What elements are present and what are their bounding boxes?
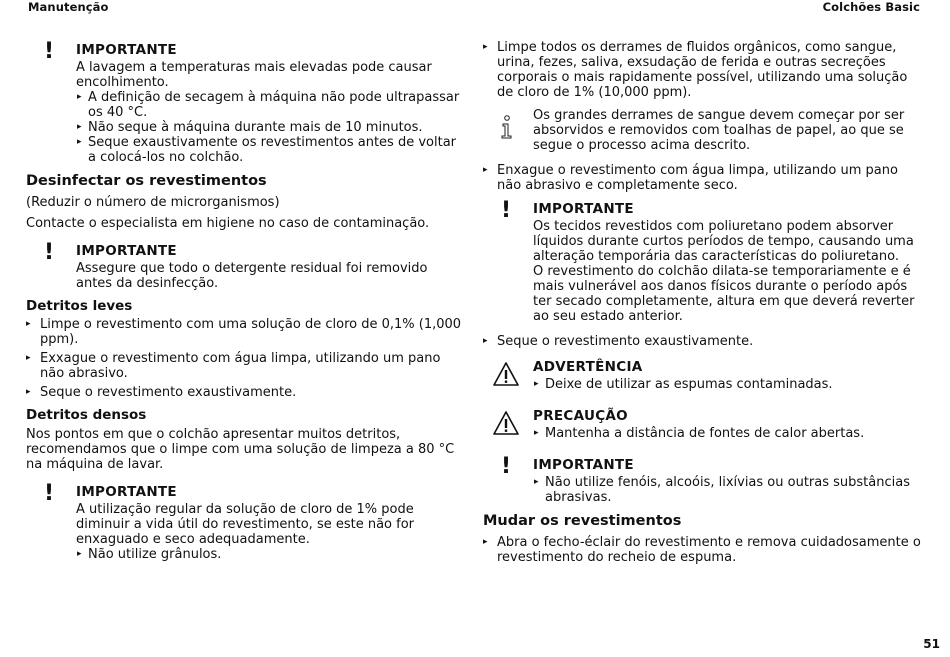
callout-text: Os tecidos revestidos com poliuretano podem absorver líquidos durante curtos períodos de tempo, causando uma alteração temporária das características do poliuretano.	[533, 219, 914, 264]
info-icon	[498, 114, 514, 140]
callout-title: IMPORTANTE	[533, 201, 634, 217]
paragraph: Nos pontos em que o colchão apresentar muitos detritos, recomendamos que o limpe com uma solução de limpeza a 80 °C na máquina de lavar.	[26, 427, 455, 472]
exclamation-icon: !	[43, 481, 55, 506]
important-callout	[26, 482, 466, 562]
bullet-item: ▸ Seque o revestimento exaustivamente.	[483, 334, 923, 349]
bullet-item: ▸ Enxague o revestimento com água limpa, utilizando um pano não abrasivo e completamente seco.	[483, 163, 923, 193]
bullet-item: ▸ Mantenha a distância de fontes de calor abertas.	[533, 426, 923, 441]
page-number: 51	[923, 637, 940, 651]
bullet-item: ▸ Limpe todos os derrames de fluidos orgânicos, como sangue, urina, fezes, saliva, exsudação de ferida e outras secreções corporais o mais rapidamente possível, utilizando uma solução de cloro de 1% (10,000 ppm).	[483, 40, 923, 100]
subheading: Detritos densos	[26, 407, 147, 423]
important-callout	[26, 40, 466, 165]
section-heading: Mudar os revestimentos	[483, 513, 682, 529]
exclamation-icon: !	[500, 454, 512, 479]
callout-title: IMPORTANTE	[76, 243, 177, 259]
note-text: Os grandes derrames de sangue devem começar por ser absorvidos e removidos com toalhas de papel, ao que se segue o processo acima descrito.	[533, 108, 905, 153]
callout-text: A lavagem a temperaturas mais elevadas pode causar encolhimento.	[76, 60, 432, 90]
bullet-item: ▸ Deixe de utilizar as espumas contaminadas.	[533, 377, 923, 392]
info-note	[483, 108, 923, 153]
callout-title: PRECAUÇÃO	[533, 408, 628, 424]
left-column	[26, 40, 466, 568]
important-callout	[483, 455, 923, 505]
bullet-item: ▸ Seque o revestimento exaustivamente.	[26, 385, 466, 400]
bullet-item: ▸ Exxague o revestimento com água limpa, utilizando um pano não abrasivo.	[26, 351, 466, 381]
caution-callout	[483, 406, 923, 441]
running-header-right: Colchões Basic	[822, 0, 920, 14]
important-callout	[483, 199, 923, 324]
callout-title: IMPORTANTE	[533, 457, 634, 473]
warning-callout	[483, 357, 923, 392]
callout-text: Assegure que todo o detergente residual foi removido antes da desinfecção.	[76, 261, 428, 291]
bullet-item: ▸ Seque exaustivamente os revestimentos antes de voltar a colocá-los no colchão.	[76, 135, 466, 165]
subheading: Detritos leves	[26, 298, 133, 314]
running-header-left: Manutenção	[28, 0, 109, 14]
bullet-item: ▸ Não seque à máquina durante mais de 10 minutos.	[76, 120, 466, 135]
paragraph: Contacte o especialista em higiene no caso de contaminação.	[26, 216, 430, 231]
bullet-item: ▸ Abra o fecho-éclair do revestimento e remova cuidadosamente o revestimento do recheio de espuma.	[483, 535, 923, 565]
exclamation-icon: !	[500, 198, 512, 223]
callout-title: IMPORTANTE	[76, 42, 177, 58]
callout-title: IMPORTANTE	[76, 484, 177, 500]
bullet-item: ▸ Limpe o revestimento com uma solução de cloro de 0,1% (1,000 ppm).	[26, 317, 466, 347]
bullet-item: ▸ Não utilize grânulos.	[76, 547, 466, 562]
right-column	[483, 40, 923, 565]
section-heading: Desinfectar os revestimentos	[26, 173, 267, 189]
exclamation-icon: !	[43, 39, 55, 64]
paragraph: (Reduzir o número de microrganismos)	[26, 195, 280, 210]
callout-title: ADVERTÊNCIA	[533, 359, 643, 375]
important-callout	[26, 241, 466, 291]
caution-triangle-icon	[492, 410, 520, 436]
callout-text: O revestimento do colchão dilata-se temporariamente e é mais vulnerável aos danos físicos durante o período após ter secado completamente, altura em que deverá reverter ao seu estado anterior.	[533, 264, 915, 324]
callout-text: A utilização regular da solução de cloro de 1% pode diminuir a vida útil do revestimento, se este não for enxaguado e seco adequadamente.	[76, 502, 415, 547]
exclamation-icon: !	[43, 240, 55, 265]
bullet-item: ▸ Não utilize fenóis, alcoóis, lixívias ou outras substâncias abrasivas.	[533, 475, 923, 505]
bullet-item: ▸ A definição de secagem à máquina não pode ultrapassar os 40 °C.	[76, 90, 466, 120]
warning-triangle-icon	[492, 361, 520, 387]
